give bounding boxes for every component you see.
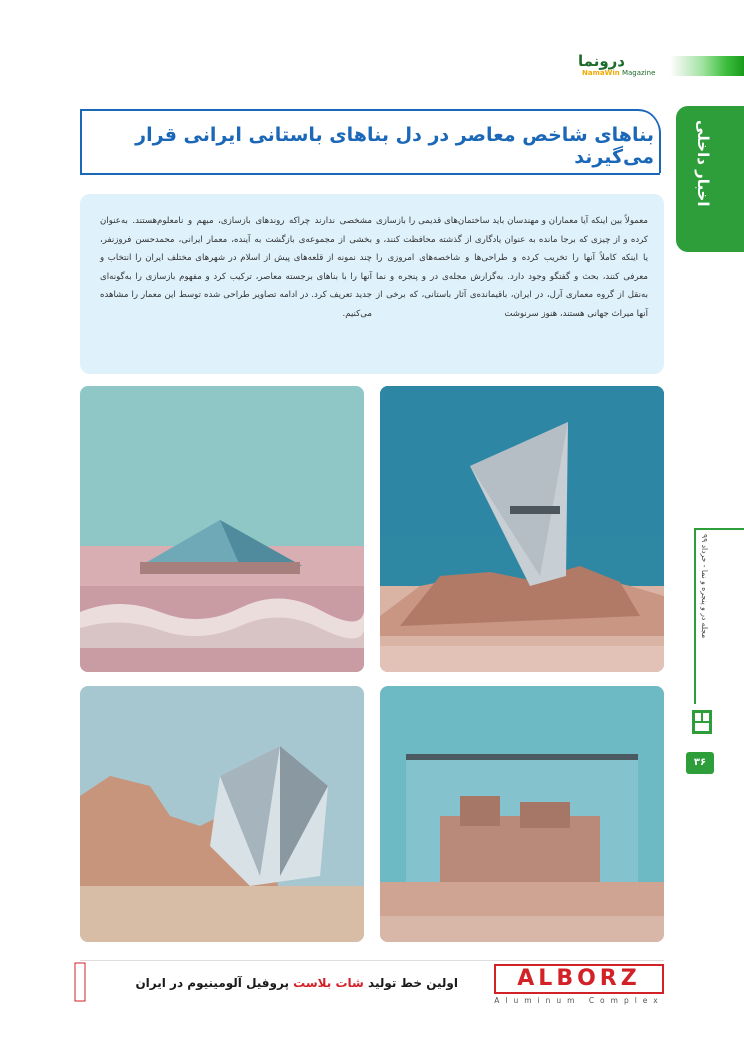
- window-icon: [690, 708, 714, 736]
- section-label: اخبار داخلی: [694, 120, 712, 207]
- page-number: ۳۶: [686, 752, 714, 774]
- logo-tag-right: Magazine: [621, 69, 656, 77]
- logo-tag-left: NamaWin: [582, 69, 620, 77]
- footer-text-before: اولین خط تولید: [363, 976, 458, 990]
- alborz-logo: [494, 964, 664, 1012]
- article-title: بناهای شاخص معاصر در دل بناهای باستانی ایرانی قرار می‌گیرند: [135, 124, 654, 168]
- footer-text-after: پروفیل آلومینیوم در ایران: [135, 976, 289, 990]
- intro-column-left: مشخصی ندارند چراکه روندهای بازسازی، مبهم و نامعلوم‌هستند. به‌عنوان بخشی از مجموعه‌ی بازگشت به آینده، معمار ایرانی، محمدحسن فروزنفر، چند نمونه از قلعه‌های پیش از اسلام در شهرهای مختلف ایران را انتخاب و آنها را با بناهای برجسته معاصر، ترکیب کرد و مفهوم بازسازی را به‌گونه‌ای جدید تعریف کرد. در ادامه تصاویر طراحی شده توسط این معمار را مشاهده می‌کنیم.: [100, 216, 372, 319]
- photo-pyramid-with-sheep: [80, 386, 364, 672]
- intro-column-right: معمولاً بین اینکه آیا معماران و مهندسان باید ساختمان‌های قدیمی را بازسازی کرده و از چیزی که برجا مانده به عنوان یادگاری از گذشته محافظت کنند، و یا اینکه کاملاً آنها را تخریب کرده و طراحی‌ها و شاخصه‌های امروزی را معرفی کنند، بحث و گفتگو وجود دارد. به‌گزارش مجله‌ی در و پنجره و نما به‌نقل از گروه معماری آرل، در ایران، باقیمانده‌ی آثار باستانی، که برخی از آنها میراث جهانی هستند، هنوز سرنوشت: [376, 216, 648, 319]
- alborz-vertical-logo: [74, 962, 86, 1002]
- footer-advert-text: [128, 976, 458, 990]
- side-rule-vertical: [694, 528, 696, 704]
- side-rule-horizontal: [694, 528, 744, 530]
- logo-gradient-bars: [670, 56, 744, 76]
- section-tab: [676, 106, 744, 252]
- logo-tagline: [582, 69, 655, 77]
- footer-text-highlight: شات بلاست: [293, 976, 364, 990]
- alborz-subtitle: Aluminum Complex: [494, 996, 664, 1005]
- footer-divider: [80, 960, 664, 961]
- magazine-logo: [578, 52, 744, 80]
- photo-glass-cube-persepolis: [380, 686, 664, 942]
- logo-brand: درونما: [578, 52, 625, 70]
- alborz-wordmark: ALBORZ: [494, 964, 664, 994]
- photo-rock-tombs-glass-wedge: [380, 386, 664, 672]
- intro-box: [80, 194, 664, 374]
- magazine-issue-caption: مجله در و پنجره و نما - خرداد ۹۹: [700, 534, 709, 639]
- photo-crystal-ruins: [80, 686, 364, 942]
